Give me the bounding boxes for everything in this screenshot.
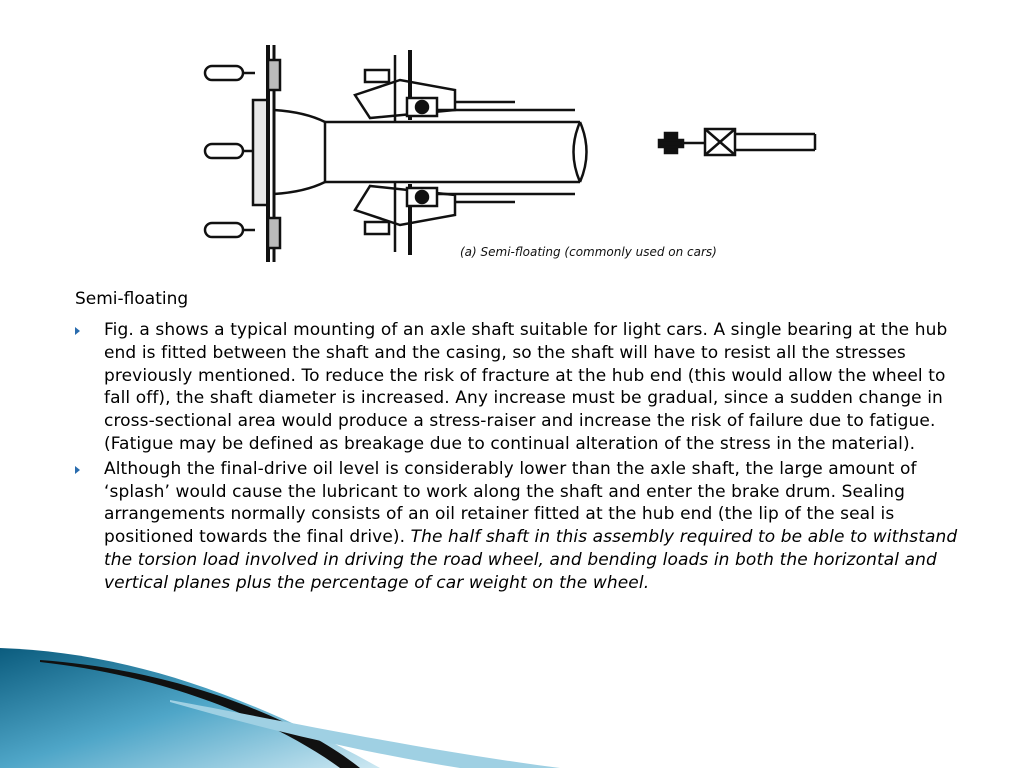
- bullet-text: Although the final-drive oil level is considerably lower than the axle shaft, the large amount of ‘splash’ would cause the lubricant to work along the shaft and enter the brake drum. Sealing arrangements normally consists of an oil retainer fitted at the hub end (the lip of the seal is positioned towards the final drive).: [104, 458, 917, 548]
- bullet-text: Fig. a shows a typical mounting of an axle shaft suitable for light cars. A single bearing at the hub end is fitted between the shaft and the casing, so the shaft will have to resist all the stresses previously mentioned. To reduce the risk of fracture at the hub end (this would allow the wheel to fall off), the shaft diameter is increased. Any increase must be gradual, since a sudden change in cross-sectional area would produce a stress-raiser and increase the risk of failure due to fatigue. (Fatigue may be defined as breakage due to continual alteration of the stress in the material).: [104, 320, 948, 454]
- figure-caption: (a) Semi-floating (commonly used on cars): [460, 245, 717, 259]
- bullet-italic-text: The half shaft in this assembly required to be able to withstand the torsion load involved in driving the road wheel, and bending loads in both the horizontal and vertical planes plus the percentage of car weight on the wheel.: [104, 527, 958, 593]
- section-heading: Semi-floating: [75, 289, 189, 309]
